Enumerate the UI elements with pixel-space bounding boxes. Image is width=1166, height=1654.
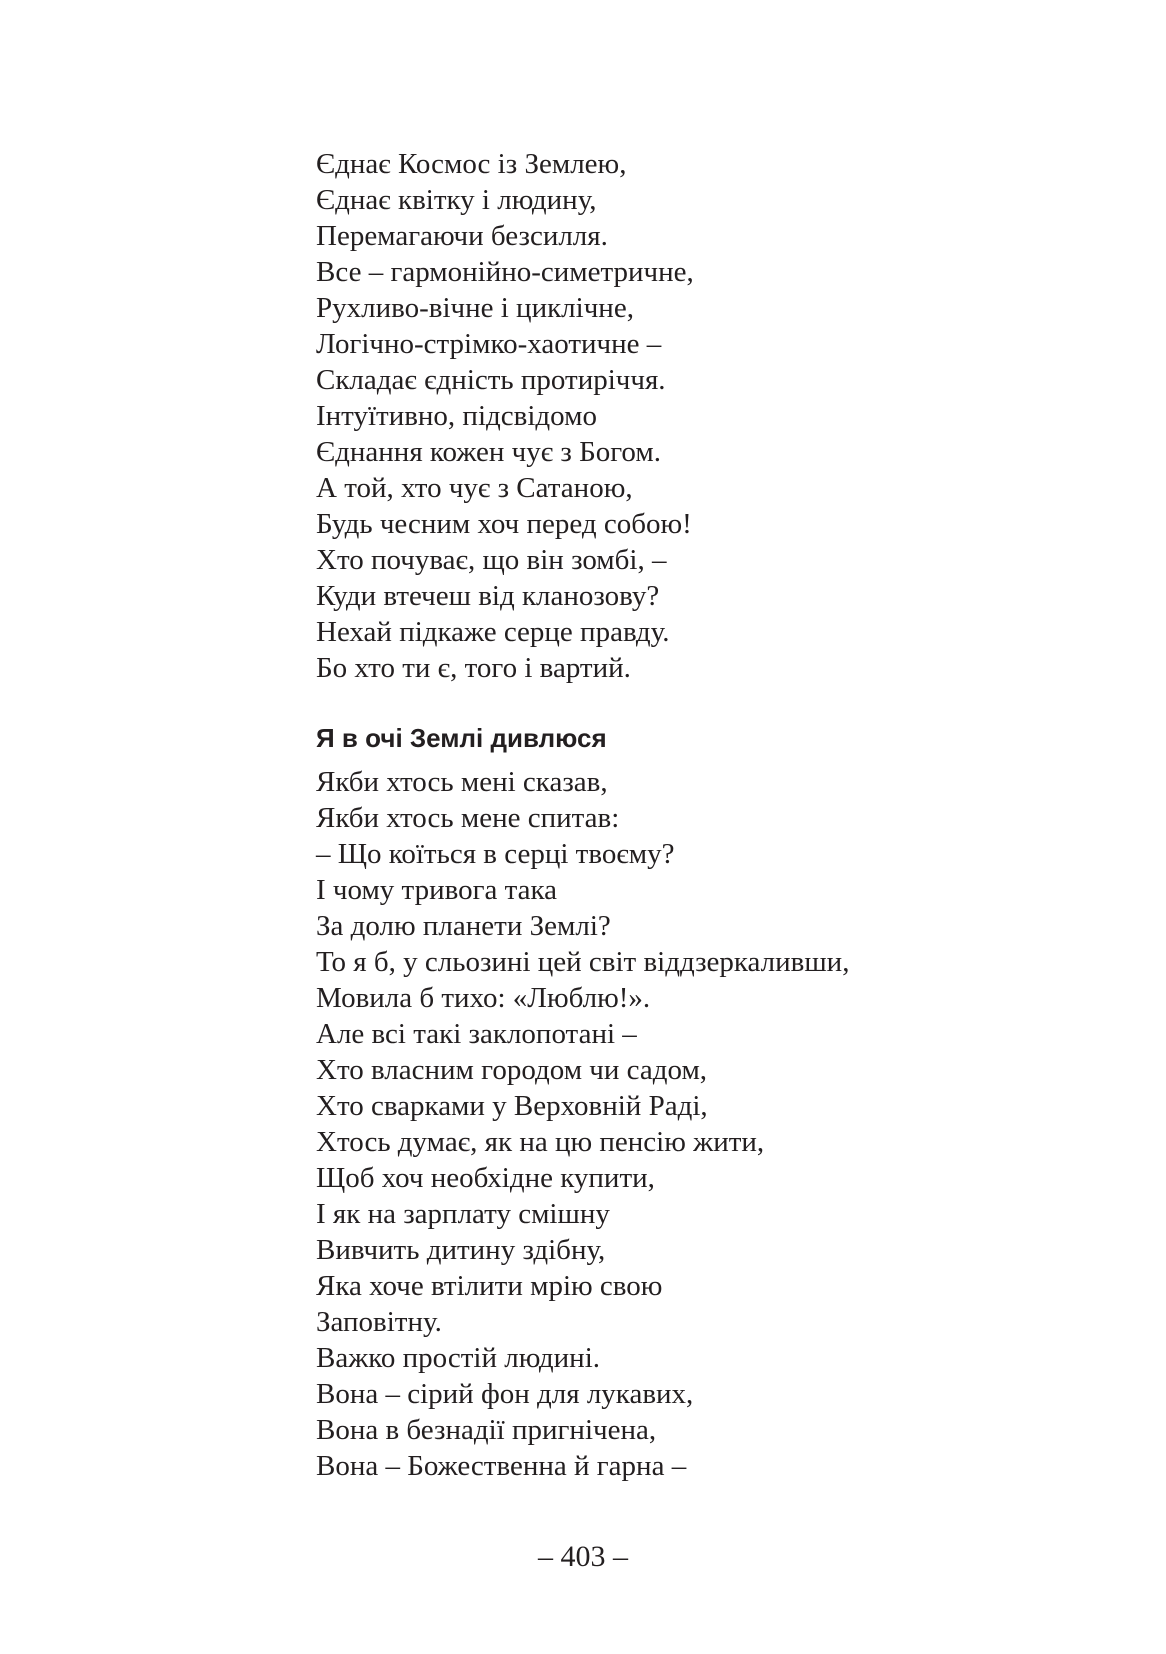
poem-line: Рухливо-вічне і циклічне, <box>316 292 634 324</box>
poem-line: Єднає Космос із Землею, <box>316 148 627 180</box>
poem-line: Вона – Божественна й гарна – <box>316 1450 687 1482</box>
poem-line: Логічно-стрімко-хаотичне – <box>316 328 662 360</box>
poem-line: Хто почуває, що він зомбі, – <box>316 544 667 576</box>
poem-title: Я в очі Землі дивлюся <box>316 723 607 753</box>
poem-line: Якби хтось мене спитав: <box>316 802 620 834</box>
poem-line: За долю планети Землі? <box>316 910 611 942</box>
poem-line: Єднає квітку і людину, <box>316 184 597 216</box>
poem-line: Куди втечеш від кланозову? <box>316 580 660 612</box>
poem-line: Важко простій людині. <box>316 1342 600 1374</box>
poem-line: А той, хто чує з Сатаною, <box>316 472 633 504</box>
poem-line: Щоб хоч необхідне купити, <box>316 1162 655 1194</box>
poem-text <box>316 764 1076 1484</box>
poem-line: Вивчить дитину здібну, <box>316 1234 606 1266</box>
poem-line: Хто сварками у Верховній Раді, <box>316 1090 708 1122</box>
poem-line: І як на зарплату смішну <box>316 1198 610 1230</box>
poem-line: Все – гармонійно-симетричне, <box>316 256 694 288</box>
poem-line: Але всі такі заклопотані – <box>316 1018 637 1050</box>
poem-line: Заповітну. <box>316 1306 442 1338</box>
page-number: – 403 – <box>538 1540 628 1573</box>
poem-line: Яка хоче втілити мрію свою <box>316 1270 663 1302</box>
poem-line: Хтось думає, як на цю пенсію жити, <box>316 1126 765 1158</box>
previous-poem-text <box>316 146 1076 686</box>
poem-line: Мовила б тихо: «Люблю!». <box>316 982 651 1014</box>
poem-line: І чому тривога така <box>316 874 558 906</box>
poem-line: Вона – сірий фон для лукавих, <box>316 1378 694 1410</box>
poem-line: Якби хтось мені сказав, <box>316 766 608 798</box>
poem-line: Єднання кожен чує з Богом. <box>316 436 661 468</box>
poem-line: Перемагаючи безсилля. <box>316 220 608 252</box>
poem-line: Бо хто ти є, того і вартий. <box>316 652 631 684</box>
poem-line: Складає єдність протиріччя. <box>316 364 666 396</box>
poem-line: Нехай підкаже серце правду. <box>316 616 670 648</box>
poem-line: Хто власним городом чи садом, <box>316 1054 708 1086</box>
poem-line: Вона в безнадії пригнічена, <box>316 1414 657 1446</box>
poem-line: Інтуїтивно, підсвідомо <box>316 400 597 432</box>
poem-line: – Що коїться в серці твоєму? <box>316 838 675 870</box>
poem-line: Будь чесним хоч перед собою! <box>316 508 692 540</box>
poem-line: То я б, у сльозині цей світ віддзеркаливши, <box>316 946 850 978</box>
